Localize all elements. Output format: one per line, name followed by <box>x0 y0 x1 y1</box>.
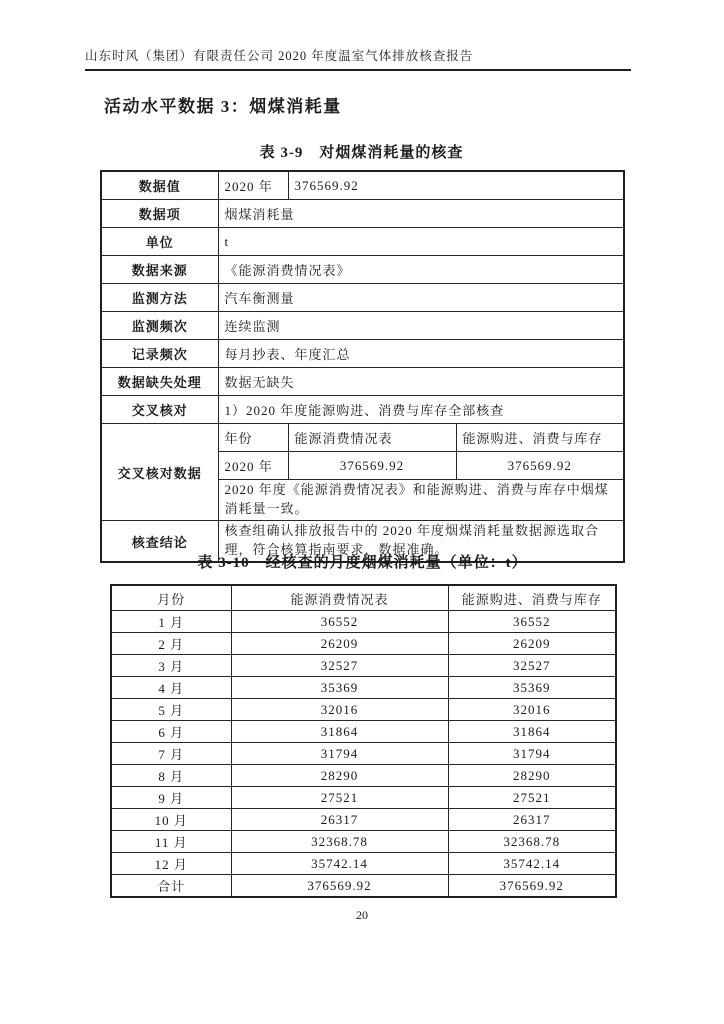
cross-check-col-year: 年份 <box>218 424 288 452</box>
purchase-cell: 35742.14 <box>448 853 616 875</box>
consumption-cell: 32368.78 <box>231 831 448 853</box>
purchase-cell: 31794 <box>448 743 616 765</box>
month-cell: 11 月 <box>111 831 231 853</box>
row-label: 交叉核对 <box>101 396 218 424</box>
consumption-cell: 35369 <box>231 677 448 699</box>
row-label: 数据项 <box>101 200 218 228</box>
cross-check-col-consumption: 能源消费情况表 <box>288 424 456 452</box>
row-label: 核查结论 <box>101 521 218 563</box>
col-header-purchase: 能源购进、消费与库存 <box>448 585 616 611</box>
report-header: 山东时风（集团）有限责任公司 2020 年度温室气体排放核查报告 <box>85 46 631 71</box>
row-value: 汽车衡测量 <box>218 284 624 312</box>
table-row <box>111 765 616 787</box>
consumption-cell: 31864 <box>231 721 448 743</box>
table-row <box>111 721 616 743</box>
table-row <box>101 312 624 340</box>
row-value: 数据无缺失 <box>218 368 624 396</box>
page-number: 20 <box>356 908 368 922</box>
consumption-cell: 32527 <box>231 655 448 677</box>
row-value: 每月抄表、年度汇总 <box>218 340 624 368</box>
consumption-cell: 31794 <box>231 743 448 765</box>
month-cell: 4 月 <box>111 677 231 699</box>
row-value: t <box>218 228 624 256</box>
table-row <box>101 396 624 424</box>
row-label: 交叉核对数据 <box>101 424 218 521</box>
table-3-9 <box>100 170 625 563</box>
purchase-cell: 32368.78 <box>448 831 616 853</box>
month-cell: 5 月 <box>111 699 231 721</box>
table-row <box>101 284 624 312</box>
cross-check-consumption: 376569.92 <box>288 452 456 480</box>
table-row <box>111 699 616 721</box>
consumption-cell: 26209 <box>231 633 448 655</box>
consumption-cell: 28290 <box>231 765 448 787</box>
month-cell: 12 月 <box>111 853 231 875</box>
row-value: 烟煤消耗量 <box>218 200 624 228</box>
row-label: 监测方法 <box>101 284 218 312</box>
consumption-cell: 27521 <box>231 787 448 809</box>
conclusion-text: 核查组确认排放报告中的 2020 年度烟煤消耗量数据源选取合理，符合核算指南要求，数据准确。 <box>218 521 624 563</box>
month-cell: 3 月 <box>111 655 231 677</box>
section-title: 活动水平数据 3：烟煤消耗量 <box>104 97 342 116</box>
row-label: 记录频次 <box>101 340 218 368</box>
row-value: 1）2020 年度能源购进、消费与库存全部核查 <box>218 396 624 424</box>
row-label: 数据缺失处理 <box>101 368 218 396</box>
table-row <box>101 171 624 200</box>
cross-check-purchase: 376569.92 <box>456 452 624 480</box>
table-row <box>101 228 624 256</box>
cross-check-col-purchase: 能源购进、消费与库存 <box>456 424 624 452</box>
table-row <box>111 831 616 853</box>
cross-check-year: 2020 年 <box>218 452 288 480</box>
consumption-cell: 36552 <box>231 611 448 633</box>
consumption-cell: 26317 <box>231 809 448 831</box>
table-row <box>101 200 624 228</box>
table-row <box>111 875 616 898</box>
table-row <box>111 787 616 809</box>
purchase-cell: 28290 <box>448 765 616 787</box>
table-row <box>111 611 616 633</box>
consumption-cell: 376569.92 <box>231 875 448 898</box>
month-cell: 8 月 <box>111 765 231 787</box>
table-row <box>101 256 624 284</box>
row-label: 单位 <box>101 228 218 256</box>
purchase-cell: 35369 <box>448 677 616 699</box>
month-cell: 10 月 <box>111 809 231 831</box>
table-row <box>111 743 616 765</box>
table-3-9-caption: 表 3-9 对烟煤消耗量的核查 <box>259 145 464 161</box>
table-row <box>111 677 616 699</box>
row-value: 连续监测 <box>218 312 624 340</box>
month-cell: 7 月 <box>111 743 231 765</box>
table-row <box>111 853 616 875</box>
purchase-cell: 36552 <box>448 611 616 633</box>
table-3-10 <box>110 584 617 898</box>
row-value: 《能源消费情况表》 <box>218 256 624 284</box>
table-row <box>111 633 616 655</box>
purchase-cell: 27521 <box>448 787 616 809</box>
row-label: 数据值 <box>101 171 218 200</box>
row-label: 监测频次 <box>101 312 218 340</box>
table-row <box>101 340 624 368</box>
table-row <box>111 809 616 831</box>
purchase-cell: 31864 <box>448 721 616 743</box>
table-row <box>101 424 624 452</box>
table-row <box>111 655 616 677</box>
purchase-cell: 32016 <box>448 699 616 721</box>
table-header-row <box>111 585 616 611</box>
data-value-amount: 376569.92 <box>288 171 624 200</box>
table-3-10-caption: 表 3-10 经核查的月度烟煤消耗量（单位：t） <box>197 555 528 571</box>
purchase-cell: 32527 <box>448 655 616 677</box>
month-cell: 1 月 <box>111 611 231 633</box>
data-value-year: 2020 年 <box>218 171 288 200</box>
row-label: 数据来源 <box>101 256 218 284</box>
month-cell: 2 月 <box>111 633 231 655</box>
col-header-consumption: 能源消费情况表 <box>231 585 448 611</box>
col-header-month: 月份 <box>111 585 231 611</box>
table-row <box>101 368 624 396</box>
cross-check-note: 2020 年度《能源消费情况表》和能源购进、消费与库存中烟煤消耗量一致。 <box>218 480 624 521</box>
purchase-cell: 376569.92 <box>448 875 616 898</box>
consumption-cell: 32016 <box>231 699 448 721</box>
month-cell: 合计 <box>111 875 231 898</box>
month-cell: 6 月 <box>111 721 231 743</box>
consumption-cell: 35742.14 <box>231 853 448 875</box>
month-cell: 9 月 <box>111 787 231 809</box>
purchase-cell: 26317 <box>448 809 616 831</box>
purchase-cell: 26209 <box>448 633 616 655</box>
